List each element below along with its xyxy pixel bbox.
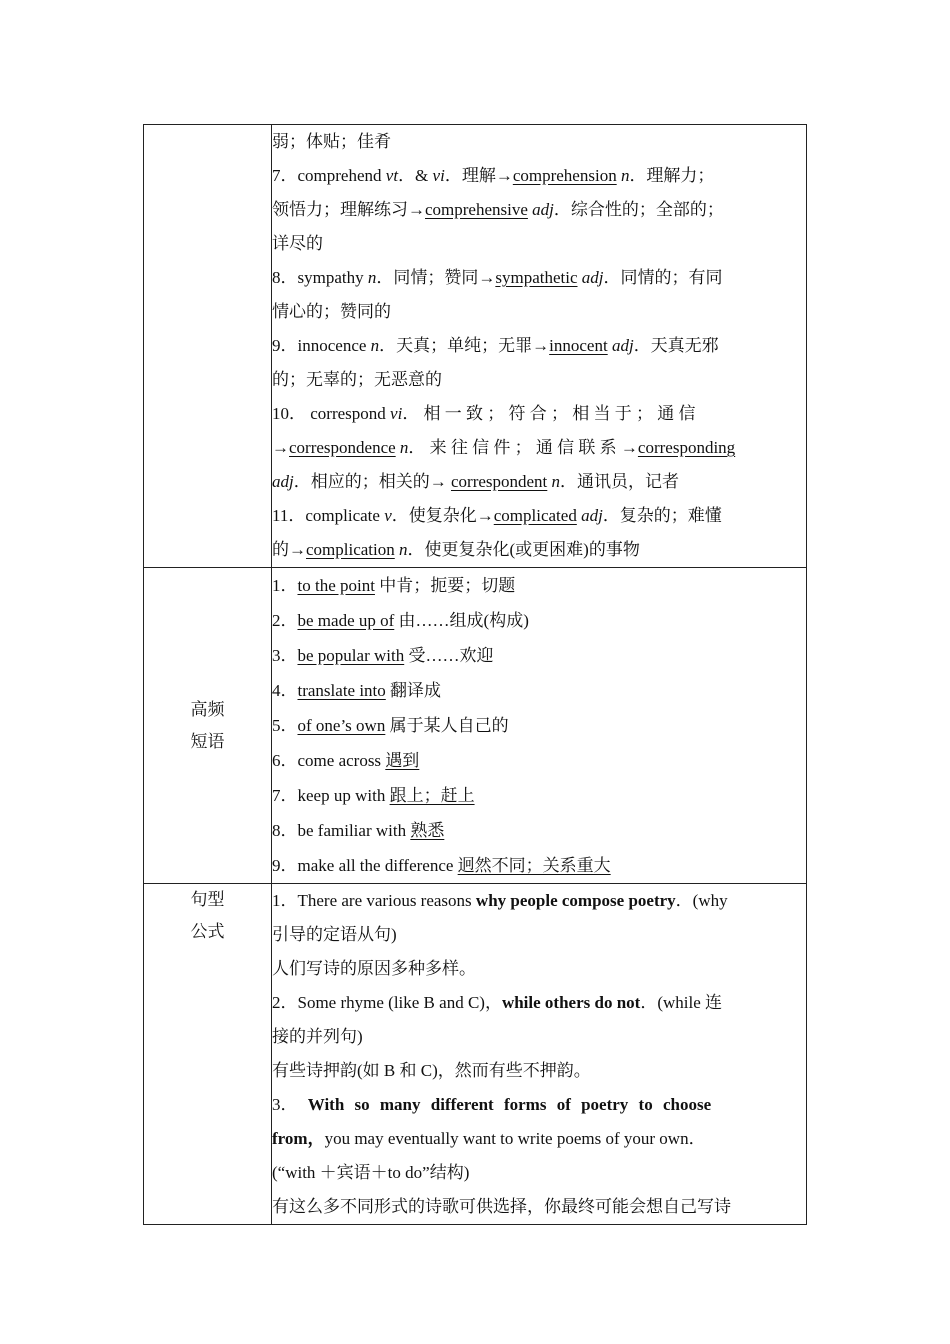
- word-10-line-3: adj．相应的；相关的→ correspondent n．通讯员，记者: [272, 472, 680, 491]
- sentences-label: 句型 公式: [190, 890, 225, 941]
- sentence-1-line-1: 1．There are various reasons why people compose poetry．(why: [272, 891, 728, 910]
- answer-blank: of one’s own: [297, 716, 386, 735]
- answer-blank: correspondent: [450, 472, 548, 491]
- word-10-line-1: 10． correspond vi． 相 一 致 ； 符 合 ； 相 当 于 ； 通 信: [272, 404, 696, 423]
- answer-blank: translate into: [297, 681, 386, 700]
- answer-blank: 迥然不同；关系重大: [457, 856, 611, 875]
- answer-blank: 熟悉: [410, 821, 445, 840]
- sentences-cell: [272, 884, 807, 1225]
- phrases-label-cell: [144, 568, 272, 884]
- sentence-3-translation: 有这么多不同形式的诗歌可供选择，你最终可能会想自己写诗: [272, 1197, 731, 1216]
- answer-blank: be made up of: [297, 611, 395, 630]
- word-8-line-2: 情心的；赞同的: [272, 302, 391, 321]
- answer-blank: innocent: [549, 336, 608, 355]
- vocabulary-cell: [272, 125, 807, 568]
- phrases-label: 高频 短语: [190, 699, 225, 751]
- phrase-item: 7．keep up with 跟上；赶上: [272, 786, 475, 805]
- sentence-2-translation: 有些诗押韵(如 B 和 C)，然而有些不押韵。: [272, 1061, 591, 1080]
- word-7-line-2: 领悟力；理解练习→comprehensive adj．综合性的；全部的；: [272, 200, 724, 219]
- phrase-item: 3．be popular with 受……欢迎: [272, 646, 494, 665]
- answer-blank: to the point: [297, 576, 375, 595]
- answer-blank: comprehensive: [425, 200, 528, 219]
- sentence-2-line-2: 接的并列句): [272, 1027, 363, 1046]
- answer-blank: comprehension: [512, 166, 617, 185]
- vocab-line: 弱；体贴；佳肴: [272, 132, 391, 151]
- phrase-item: 1．to the point 中肯；扼要；切题: [272, 576, 516, 595]
- phrase-item: 9．make all the difference 迥然不同；关系重大: [272, 856, 611, 875]
- sentence-1-line-2: 引导的定语从句): [272, 925, 397, 944]
- answer-blank: corresponding: [637, 438, 736, 457]
- word-10-line-2: →correspondence n． 来 往 信 件 ； 通 信 联 系 →corresponding: [272, 438, 736, 457]
- word-8-line-1: 8．sympathy n．同情；赞同→sympathetic adj．同情的；有同: [272, 268, 723, 287]
- phrase-item: 6．come across 遇到: [272, 751, 420, 770]
- sentence-3-line-3: (“with ＋宾语＋to do”结构): [272, 1163, 470, 1182]
- empty-label-cell: [144, 125, 272, 568]
- word-9-line-2: 的；无辜的；无恶意的: [272, 370, 442, 389]
- sentence-3-line-1: 3． With so many different forms of poetry to choose: [272, 1095, 712, 1114]
- sentence-1-translation: 人们写诗的原因多种多样。: [272, 959, 476, 978]
- answer-blank: 跟上；赶上: [389, 786, 475, 805]
- phrase-list: [272, 568, 806, 883]
- word-9-line-1: 9．innocence n．天真；单纯；无罪→innocent adj．天真无邪: [272, 336, 719, 355]
- answer-blank: complication: [306, 540, 395, 559]
- word-11-line-2: 的→complication n．使更复杂化(或更困难)的事物: [272, 540, 640, 559]
- word-7-line-1: 7．comprehend vt．& vi．理解→comprehension n．理解力；: [272, 166, 715, 185]
- phrase-item: 8．be familiar with 熟悉: [272, 821, 445, 840]
- sentences-label-cell: [144, 884, 272, 1225]
- sentence-2-line-1: 2．Some rhyme (like B and C)，while others do not．(while 连: [272, 993, 723, 1012]
- answer-blank: 遇到: [385, 751, 420, 770]
- answer-blank: correspondence: [289, 438, 396, 457]
- sentence-3-line-2: from，you may eventually want to write poems of your own．: [272, 1129, 706, 1148]
- answer-blank: be popular with: [297, 646, 405, 665]
- word-7-line-3: 详尽的: [272, 234, 323, 253]
- word-11-line-1: 11．complicate v．使复杂化→complicated adj．复杂的；难懂: [272, 506, 722, 525]
- vocabulary-table: [143, 124, 807, 1225]
- answer-blank: sympathetic: [495, 268, 578, 287]
- phrase-item: 4．translate into 翻译成: [272, 681, 442, 700]
- phrase-item: 2．be made up of 由……组成(构成): [272, 611, 529, 630]
- phrases-cell: [272, 568, 807, 884]
- answer-blank: complicated: [493, 506, 577, 525]
- phrase-item: 5．of one’s own 属于某人自己的: [272, 716, 509, 735]
